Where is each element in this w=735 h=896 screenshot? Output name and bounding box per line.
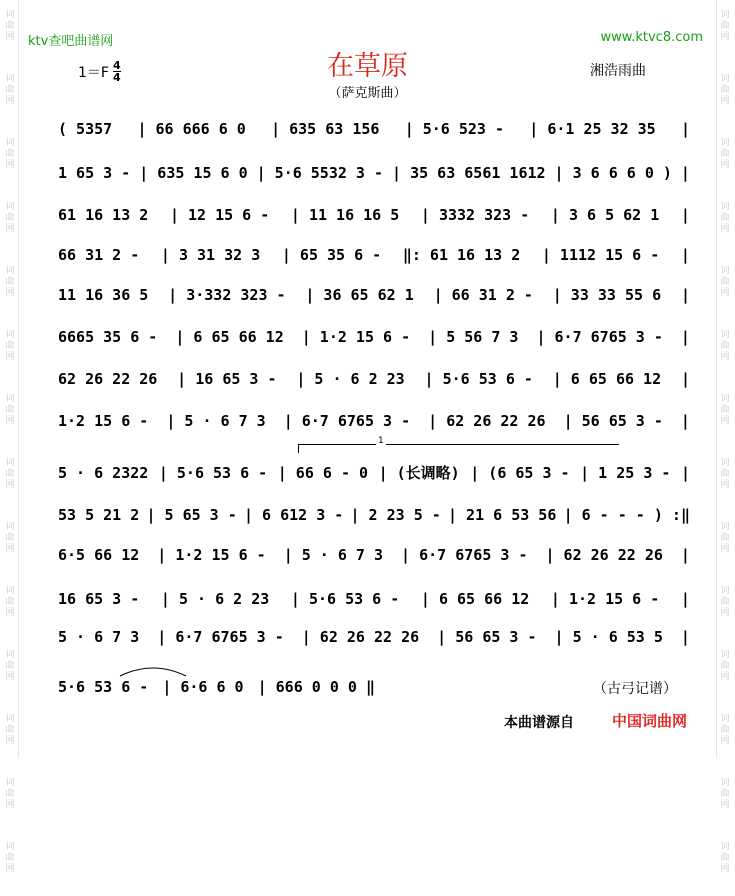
measure: | 6 612 3 - (243, 506, 344, 524)
measure: | 5 · 6 53 5 (554, 628, 663, 646)
measure: | 16 65 3 - (177, 370, 277, 388)
measure: | 56 65 3 - (437, 628, 537, 646)
score-line (58, 204, 690, 226)
measure: | 2 23 5 - (350, 506, 441, 524)
measure: | 3 31 32 3 (160, 246, 261, 264)
volta-number: 1 (378, 436, 384, 446)
watermark-text: 词曲网 (5, 458, 15, 490)
measure: | 5 56 7 3 (428, 328, 519, 346)
measure: 11 16 36 5 (58, 286, 149, 304)
watermark-text: 词曲网 (720, 714, 730, 746)
measure: | 62 26 22 26 (301, 628, 420, 646)
measure: | 6·6 6 0 (162, 678, 244, 696)
measure: | 6 - - - ) :‖ (563, 506, 690, 524)
measure: | (6 65 3 - (470, 464, 570, 482)
measure: | (680, 370, 690, 388)
measure: | 5·6 53 6 - (158, 464, 268, 482)
measure: | 6·7 6765 3 - (157, 628, 284, 646)
measure: | 12 15 6 - (169, 206, 270, 224)
measure: | 56 65 3 - (563, 412, 663, 430)
volta-bracket (298, 444, 619, 453)
measure: 1 65 3 - (58, 164, 131, 182)
measure: | 666 0 0 0 ‖ (257, 678, 375, 696)
watermark-text: 词曲网 (720, 266, 730, 298)
slur-mark (118, 664, 188, 678)
measure: 5 · 6 2322 (58, 464, 149, 482)
score-line (58, 626, 690, 648)
score-line (58, 326, 690, 348)
watermark-text: 词曲网 (5, 138, 15, 170)
watermark-text: 词曲网 (720, 650, 730, 682)
measure: | 3·332 323 - (168, 286, 286, 304)
watermark-text: 词曲网 (720, 202, 730, 234)
score-line (58, 410, 690, 432)
measure: | (680, 206, 690, 224)
measure: | (680, 328, 690, 346)
measure: ‖: 61 16 13 2 (402, 246, 521, 264)
measure: | 6·7 6765 3 - (536, 328, 663, 346)
measure: | (680, 286, 690, 304)
measure: | 11 16 16 5 (290, 206, 400, 224)
watermark-text: 词曲网 (720, 778, 730, 810)
measure: | (680, 464, 690, 482)
watermark-left (2, 0, 19, 874)
measure: 61 16 13 2 (58, 206, 149, 224)
measure: | 5 · 6 7 3 (166, 412, 266, 430)
song-title: 在草原 (327, 51, 408, 82)
watermark-text: 词曲网 (5, 10, 15, 42)
measure: | 6 65 66 12 (175, 328, 284, 346)
measure: | 6·1 25 32 35 (529, 120, 656, 138)
site-link-right[interactable]: www.ktvc8.com (600, 30, 703, 45)
measure: | 66 6 - 0 (277, 464, 369, 482)
watermark-text: 词曲网 (720, 74, 730, 106)
watermark-text: 词曲网 (720, 330, 730, 362)
measure: | 65 35 6 - (281, 246, 382, 264)
score-line (58, 368, 690, 390)
measure: | 6 65 66 12 (552, 370, 662, 388)
measure: | 5·6 53 6 - (424, 370, 533, 388)
measure: | 5 · 6 7 3 (283, 546, 384, 564)
watermark-text: 词曲网 (720, 10, 730, 42)
measure: | (长调略) (378, 464, 460, 482)
measure: | 3 6 6 6 0 ) (554, 164, 672, 182)
watermark-text: 词曲网 (5, 778, 15, 810)
measure: | 1·2 15 6 - (301, 328, 411, 346)
measure: | (680, 120, 690, 138)
measure: 6665 35 6 - (58, 328, 158, 346)
measure: | (680, 628, 690, 646)
watermark-text: 词曲网 (720, 586, 730, 618)
measure: | 6·7 6765 3 - (283, 412, 411, 430)
source-label: 本曲谱源自 (504, 715, 574, 731)
measure: | 3332 323 - (420, 206, 530, 224)
measure: | 5 65 3 - (146, 506, 237, 524)
notation-note: （古弓记谱） (593, 681, 677, 697)
measure: | 1112 15 6 - (541, 246, 660, 264)
measure: ( 5357 (58, 120, 113, 138)
watermark-text: 词曲网 (720, 138, 730, 170)
watermark-text: 词曲网 (720, 458, 730, 490)
measure: | 6·7 6765 3 - (401, 546, 528, 564)
measure: 5 · 6 7 3 (58, 628, 140, 646)
measure: | 5 · 6 2 23 (160, 590, 270, 608)
measure: | (680, 590, 690, 608)
measure: | 62 26 22 26 (545, 546, 663, 564)
watermark-text: 词曲网 (720, 394, 730, 426)
measure: 16 65 3 - (58, 590, 140, 608)
measure: | 35 63 6561 1612 (392, 164, 546, 182)
measure: | 1·2 15 6 - (550, 590, 660, 608)
measure: 5·6 53 6 - (58, 678, 149, 696)
measure: | 36 65 62 1 (305, 286, 414, 304)
measure: | (680, 164, 690, 182)
score-line (58, 118, 690, 140)
measure: | (680, 412, 690, 430)
measure: 1·2 15 6 - (58, 412, 149, 430)
watermark-text: 词曲网 (720, 842, 730, 874)
measure: | 1·2 15 6 - (157, 546, 266, 564)
measure: | 62 26 22 26 (428, 412, 546, 430)
measure: | (680, 546, 690, 564)
measure: | 21 6 53 56 (448, 506, 557, 524)
time-signature: $\frac{4}{4}$ (112, 59, 121, 84)
measure: | 1 25 3 - (580, 464, 671, 482)
measure: | 5·6 523 - (404, 120, 505, 138)
measure: 6·5 66 12 (58, 546, 140, 564)
watermark-text: 词曲网 (5, 842, 15, 874)
watermark-right (716, 0, 733, 874)
measure: 53 5 21 2 (58, 506, 140, 524)
measure: | 66 666 6 0 (137, 120, 246, 138)
watermark-text: 词曲网 (5, 202, 15, 234)
measure: | 5 · 6 2 23 (296, 370, 405, 388)
measure: | (680, 246, 690, 264)
measure: | 635 15 6 0 (139, 164, 248, 182)
watermark-text: 词曲网 (5, 522, 15, 554)
watermark-text: 词曲网 (5, 394, 15, 426)
watermark-text: 词曲网 (5, 74, 15, 106)
measure: 66 31 2 - (58, 246, 140, 264)
score-line (58, 284, 690, 306)
watermark-text: 词曲网 (5, 586, 15, 618)
score-line (58, 544, 690, 566)
watermark-text: 词曲网 (5, 714, 15, 746)
measure: | 635 63 156 (271, 120, 380, 138)
source-site-link[interactable]: 中国词曲网 (612, 712, 688, 730)
measure: | 33 33 55 6 (552, 286, 662, 304)
measure: | 6 65 66 12 (420, 590, 530, 608)
score-line (58, 244, 690, 266)
score-line (58, 588, 690, 610)
watermark-text: 词曲网 (5, 650, 15, 682)
score-line (58, 162, 690, 184)
measure: 62 26 22 26 (58, 370, 158, 388)
score-line (58, 504, 690, 526)
score-line (58, 462, 690, 484)
measure: | 5·6 53 6 - (290, 590, 400, 608)
watermark-text: 词曲网 (720, 522, 730, 554)
measure: | 3 6 5 62 1 (550, 206, 660, 224)
song-subtitle: （萨克斯曲） (328, 86, 407, 101)
composer: 湘浩雨曲 (590, 63, 646, 79)
watermark-text: 词曲网 (5, 330, 15, 362)
measure: | 5·6 5532 3 - (256, 164, 384, 182)
site-link-left[interactable]: ktv查吧曲谱网 (28, 34, 114, 49)
key-label: 1＝F (78, 64, 109, 81)
measure: | 66 31 2 - (433, 286, 533, 304)
watermark-text: 词曲网 (5, 266, 15, 298)
